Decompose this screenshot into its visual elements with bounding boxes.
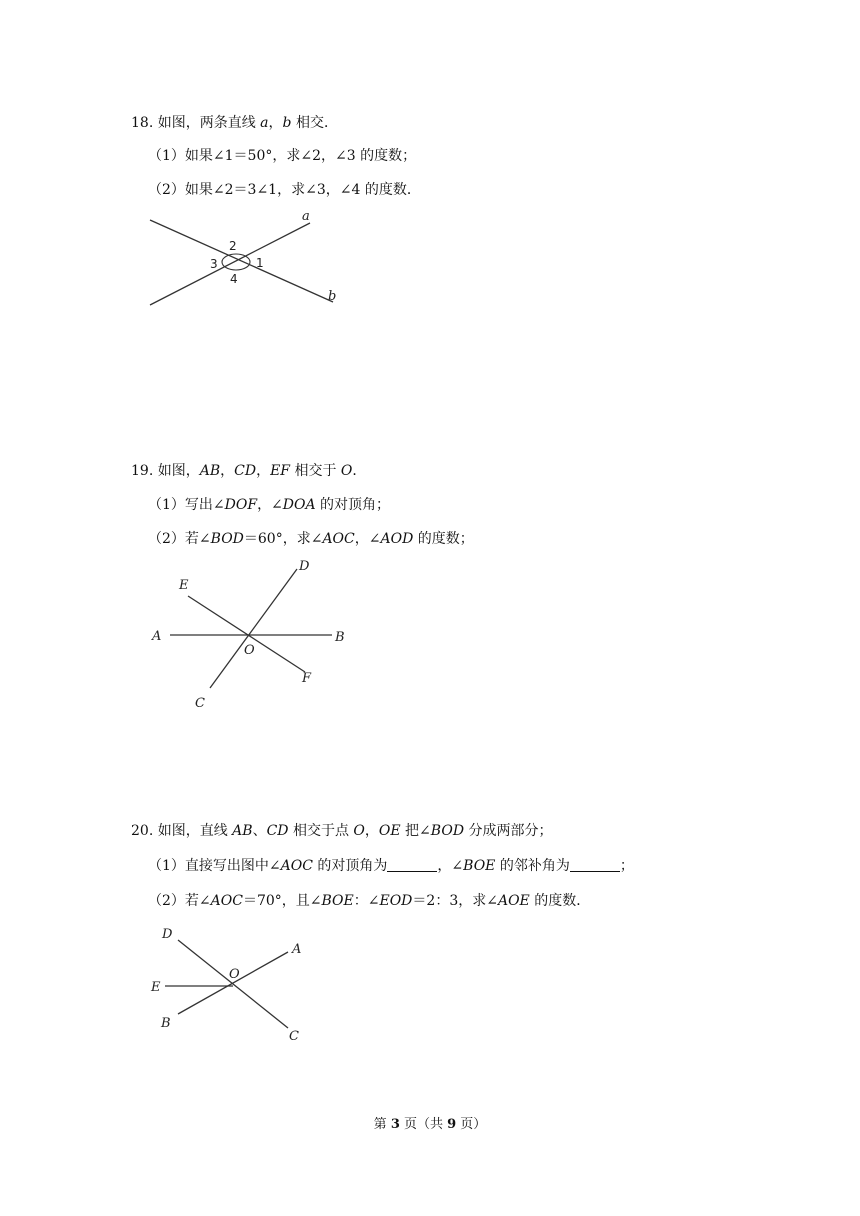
label-A: A [292,942,302,957]
label-A: A [152,629,162,644]
question-20-part-2: （2）若∠AOC＝70°，且∠BOE：∠EOD＝2：3，求∠AOE 的度数． [148,893,591,909]
question-20-part-1: （1）直接写出图中∠AOC 的对顶角为 ，∠BOE 的邻补角为 ； [148,858,634,874]
page-footer: 第 3 页（共 9 页） [373,1117,487,1132]
label-B: B [335,630,345,645]
label-C: C [289,1029,299,1044]
answer-blank-1[interactable] [387,857,437,872]
question-19-part-1: （1）写出∠DOF，∠DOA 的对顶角； [148,497,391,513]
question-number: 20. [131,823,154,839]
label-D: D [299,559,310,574]
question-18-part-1: （1）如果∠1＝50°，求∠2，∠3 的度数； [148,148,417,164]
label-1: 1 [256,256,264,270]
label-O: O [229,967,240,982]
label-D: D [162,927,173,942]
label-E: E [179,578,189,593]
page-number: 3 [390,1117,400,1132]
question-18-stem: 18. 如图，两条直线 a，b 相交． [131,115,338,131]
answer-blank-2[interactable] [570,857,620,872]
label-F: F [302,671,312,686]
figure-19 [145,555,365,715]
line-dc [178,940,288,1028]
line-ef [188,596,305,672]
angle-arc [222,254,250,270]
line-b [150,220,333,302]
question-number: 19. [131,463,154,479]
figure-20 [145,920,325,1050]
label-a: a [302,209,310,224]
label-2: 2 [229,239,237,253]
question-18-part-2: （2）如果∠2＝3∠1，求∠3，∠4 的度数． [148,182,421,198]
line-cd [210,569,297,688]
label-3: 3 [210,257,218,271]
question-number: 18. [131,115,154,131]
label-O: O [244,643,255,658]
figure-18 [140,205,360,315]
question-20-stem: 20. 如图，直线 AB、CD 相交于点 O，OE 把∠BOD 分成两部分； [131,823,553,839]
label-b: b [328,289,337,304]
line-ab [178,952,288,1014]
label-4: 4 [230,272,238,286]
total-pages: 9 [447,1117,457,1132]
question-19-part-2: （2）若∠BOD＝60°，求∠AOC，∠AOD 的度数； [148,531,474,547]
question-19-stem: 19. 如图，AB，CD，EF 相交于 O． [131,463,367,479]
label-B: B [161,1016,171,1031]
label-C: C [195,696,205,711]
label-E: E [151,980,161,995]
line-a [150,223,310,305]
